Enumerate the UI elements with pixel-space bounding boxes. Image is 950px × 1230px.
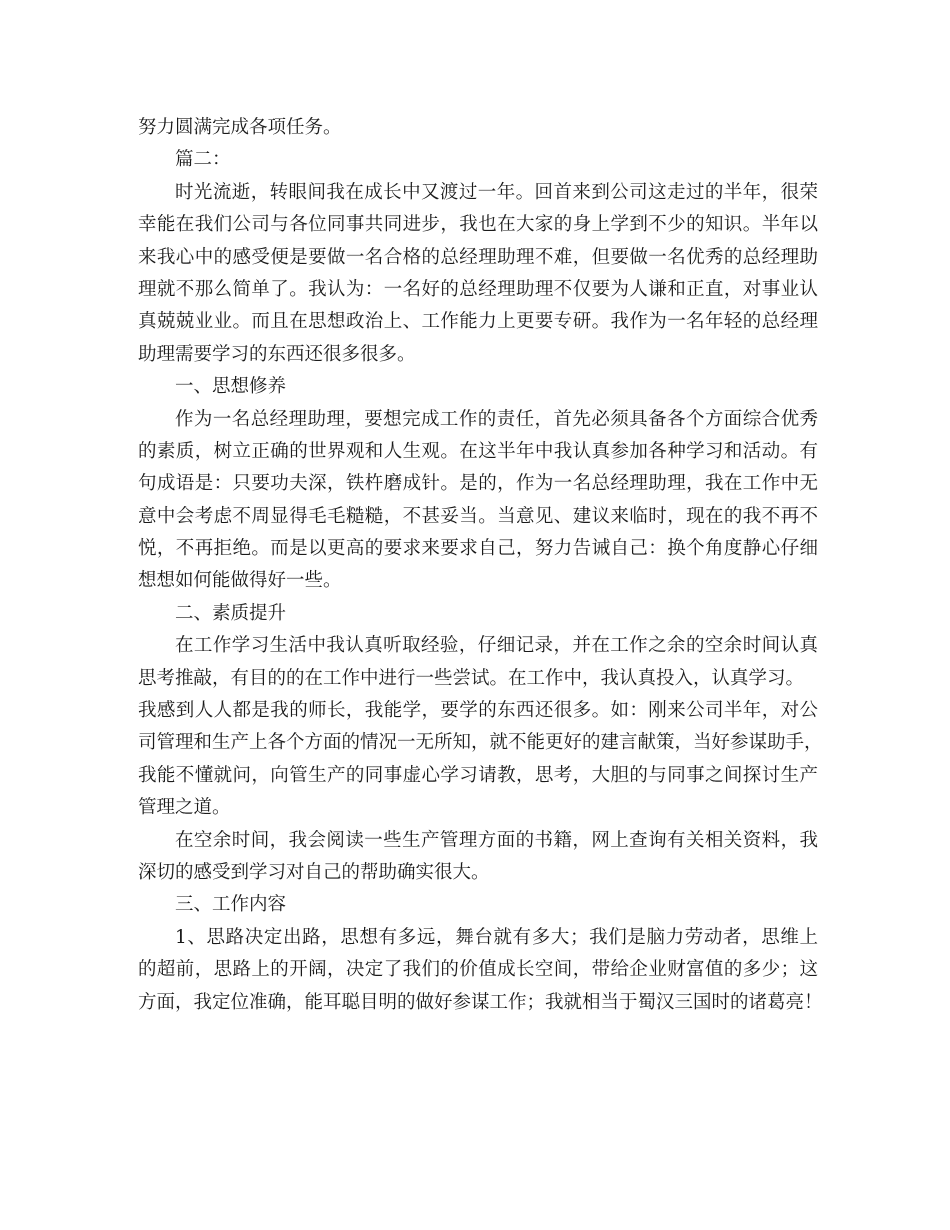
document-body xyxy=(138,112,823,1019)
paragraph-line: 管理之道。 xyxy=(138,797,231,819)
paragraph-line: 深切的感受到学习对自己的帮助确实很大。 xyxy=(138,861,490,883)
paragraph-line: 作为一名总经理助理，要想完成工作的责任，首先必须具备各个方面综合优秀 xyxy=(175,408,818,430)
section-heading: 一、思想修养 xyxy=(175,376,287,398)
section-title: 篇二： xyxy=(175,149,231,171)
section-heading: 三、工作内容 xyxy=(175,894,287,916)
paragraph-line: 想想如何能做得好一些。 xyxy=(138,570,342,592)
paragraph-line: 句成语是：只要功夫深，铁杵磨成针。是的，作为一名总经理助理，我在工作中无 xyxy=(138,473,818,495)
paragraph-line: 方面，我定位准确，能耳聪目明的做好参谋工作；我就相当于蜀汉三国时的诸葛亮！ xyxy=(138,991,823,1013)
paragraph-line: 意中会考虑不周显得毛毛糙糙，不甚妥当。当意见、建议来临时，现在的我不再不 xyxy=(138,505,818,527)
paragraph-line: 真兢兢业业。而且在思想政治上、工作能力上更要专研。我作为一名年轻的总经理 xyxy=(138,311,818,333)
paragraph-line: 司管理和生产上各个方面的情况一无所知，就不能更好的建言献策，当好参谋助手， xyxy=(138,732,823,754)
paragraph-line: 思考推敲，有目的的在工作中进行一些尝试。在工作中，我认真投入，认真学习。 xyxy=(138,667,805,689)
paragraph-line: 悦，不再拒绝。而是以更高的要求来要求自己，努力告诫自己：换个角度静心仔细 xyxy=(138,538,818,560)
paragraph-line: 我感到人人都是我的师长，我能学，要学的东西还很多。如：刚来公司半年，对公 xyxy=(138,700,818,722)
paragraph-line: 努力圆满完成各项任务。 xyxy=(138,117,342,138)
paragraph-line: 我能不懂就问，向管生产的同事虚心学习请教，思考，大胆的与同事之间探讨生产 xyxy=(138,764,818,786)
paragraph-line: 的超前，思路上的开阔，决定了我们的价值成长空间，带给企业财富值的多少；这 xyxy=(138,959,818,981)
section-heading: 二、素质提升 xyxy=(175,602,287,624)
paragraph-line: 的素质，树立正确的世界观和人生观。在这半年中我认真参加各种学习和活动。有 xyxy=(138,440,818,462)
paragraph-line: 时光流逝，转眼间我在成长中又渡过一年。回首来到公司这走过的半年，很荣 xyxy=(175,181,818,203)
paragraph-line: 来我心中的感受便是要做一名合格的总经理助理不难，但要做一名优秀的总经理助 xyxy=(138,246,818,268)
paragraph-line: 助理需要学习的东西还很多很多。 xyxy=(138,343,416,365)
paragraph-line: 1、思路决定出路，思想有多远，舞台就有多大；我们是脑力劳动者，思维上 xyxy=(175,926,818,948)
paragraph-line: 在空余时间，我会阅读一些生产管理方面的书籍，网上查询有关相关资料，我 xyxy=(175,829,818,851)
paragraph-line: 理就不那么简单了。我认为：一名好的总经理助理不仅要为人谦和正直，对事业认 xyxy=(138,278,818,300)
paragraph-line: 在工作学习生活中我认真听取经验，仔细记录，并在工作之余的空余时间认真 xyxy=(175,635,818,657)
paragraph-line: 幸能在我们公司与各位同事共同进步，我也在大家的身上学到不少的知识。半年以 xyxy=(138,214,818,236)
